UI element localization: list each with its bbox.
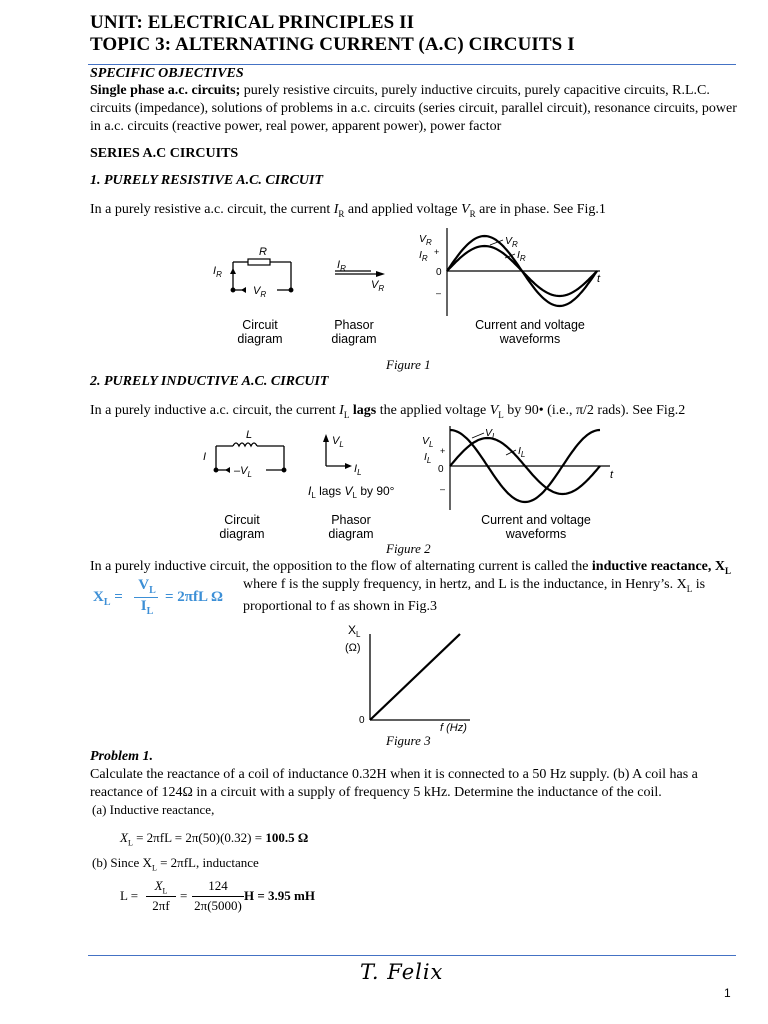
fig2-origin: 0 (438, 464, 444, 475)
s1-v-sub: R (469, 208, 476, 219)
fig2-i-label: I (203, 451, 207, 463)
fig1-r-label: R (259, 246, 267, 258)
figure2-caption: Figure 2 (386, 541, 431, 556)
fig3-reactance-line (370, 634, 460, 720)
objectives-line3: in a.c. circuits (reactive power, real power, apparent power), power factor (90, 119, 502, 134)
objectives-line1: purely resistive circuits, purely inductive circuits, purely capacitive circuits, R.L.C. (240, 83, 710, 98)
fig1-origin: 0 (436, 267, 442, 278)
figure3-caption: Figure 3 (386, 733, 431, 748)
objectives-lead: Single phase a.c. circuits; (90, 83, 241, 98)
fig1-ir-label: $I_R$ (213, 265, 222, 279)
fig1-wave-label: Current and voltage waveforms (475, 318, 585, 346)
fig1-circuit-label: Circuit diagram (237, 318, 283, 346)
section2-text: In a purely inductive a.c. circuit, the current $I_L$ lags the applied voltage $V_L$ by 90• (i.e., π/2 rads). See Fig.2 (90, 403, 686, 420)
s1-text-a: In a purely resistive a.c. circuit, the current (90, 202, 334, 217)
fig2-phasor-i: $I_L$ (354, 463, 362, 477)
fig2-l-label: L (246, 429, 253, 441)
fig3-y-unit: (Ω) (345, 642, 361, 654)
fig2-wave-i: $I_L$ (424, 451, 432, 465)
fig2-circuit-label: Circuit diagram (219, 513, 265, 541)
reactance-formula: $X_L$ = $V_L$ $I_L$ = 2πfL Ω (93, 577, 223, 617)
fig1-circuit-diagram (230, 259, 293, 293)
header-rule (88, 64, 736, 65)
objectives-heading: SPECIFIC OBJECTIVES (90, 66, 244, 81)
fig2-vl-label: $-V_L$ (234, 465, 252, 479)
fig2-t: t (610, 469, 614, 481)
s1-text-c: are in phase. See Fig.1 (475, 202, 606, 217)
s1-text-b: and applied voltage (344, 202, 462, 217)
fig2-wave-i-tag: $I_L$ (518, 445, 526, 459)
fig1-minus: – (436, 288, 442, 298)
section1-text (90, 201, 606, 223)
fig1-phasor-label: Phasor diagram (331, 318, 377, 346)
series-heading: SERIES A.C CIRCUITS (90, 146, 239, 161)
fig1-wave-i: $I_R$ (419, 249, 428, 263)
fig1-wave-v-tag: $V_R$ (505, 235, 518, 249)
s1-v-sym: V (461, 202, 470, 217)
fig2-wave-label: Current and voltage waveforms (481, 513, 591, 541)
fig2-circuit-diagram (214, 443, 286, 473)
figure3 (330, 620, 480, 740)
fig3-origin: 0 (359, 715, 365, 726)
fig1-plus: + (434, 247, 440, 257)
fig1-vr-label: $V_R$ (253, 285, 267, 299)
reactance-explain: where f is the supply frequency, in hertz, and L is the inductance, in Henry’s. $X_L$ is proportional to f as shown in Fig.3 (243, 577, 706, 614)
fig2-wave-v-tag: $V_L$ (485, 427, 497, 441)
fig2-phasor-label: Phasor diagram (328, 513, 374, 541)
fig1-t: t (597, 273, 601, 285)
problem-title: Problem 1. (90, 749, 153, 764)
solution-a-label: (a) Inductive reactance, (92, 802, 215, 817)
fig3-x-label: f (Hz) (440, 722, 467, 734)
problem-statement: Calculate the reactance of a coil of inductance 0.32H when it is connected to a 50 Hz supply. (b) A coil has a reactance of 124Ω in a circuit with a supply of frequency 5 kHz. Determine the inductance of the coil. (90, 767, 698, 800)
solution-b-eq: L = $X_L$ 2πf = 124 2π(5000) H = 3.95 mH (120, 878, 315, 913)
footer-rule (88, 955, 736, 956)
reactance-intro: In a purely inductive circuit, the opposition to the flow of alternating current is called the inductive reactance, $X_L$ (90, 559, 732, 576)
solution-a-eq: $X_L = 2\pi fL = 2\pi(50)(0.32) = 100.5$ Ω (120, 830, 309, 848)
fig1-phasor-i: $I_R$ (337, 259, 346, 273)
topic-title: TOPIC 3: ALTERNATING CURRENT (A.C) CIRCUITS I (90, 34, 575, 55)
fig1-phasor-v: $V_R$ (371, 279, 385, 293)
fig2-wave-v: $V_L$ (422, 435, 434, 449)
fig2-plus: + (440, 446, 446, 456)
s1-i-sub: R (338, 208, 345, 219)
signature: T. Felix (360, 960, 444, 984)
solution-b-label: (b) Since $X_L = 2\pi fL$, inductance (92, 855, 259, 873)
fig1-wave-v: $V_R$ (419, 233, 432, 247)
objectives-line2: circuits (impedance), solutions of problems in a.c. circuits (series circuit, parallel circuit), resonance circuits, power (90, 101, 737, 116)
fig1-wave-i-tag: $I_R$ (517, 249, 526, 263)
section1-heading: 1. PURELY RESISTIVE A.C. CIRCUIT (90, 173, 324, 188)
fig1-waveforms (447, 228, 600, 316)
figure1-caption: Figure 1 (386, 357, 431, 372)
unit-title: UNIT: ELECTRICAL PRINCIPLES II (90, 12, 415, 33)
s1-i-sym: I (333, 202, 339, 217)
fig2-minus: – (440, 484, 446, 494)
objectives-text (90, 82, 740, 136)
fig2-phasor-note: $I_L$ lags $V_L$ by 90° (308, 484, 395, 500)
fig2-waveforms (450, 426, 610, 510)
fig3-y-label: $X_L$ (348, 623, 361, 639)
fig2-phasor-v: $V_L$ (332, 435, 344, 449)
page-number: 1 (724, 986, 731, 1000)
section2-heading: 2. PURELY INDUCTIVE A.C. CIRCUIT (90, 374, 329, 389)
